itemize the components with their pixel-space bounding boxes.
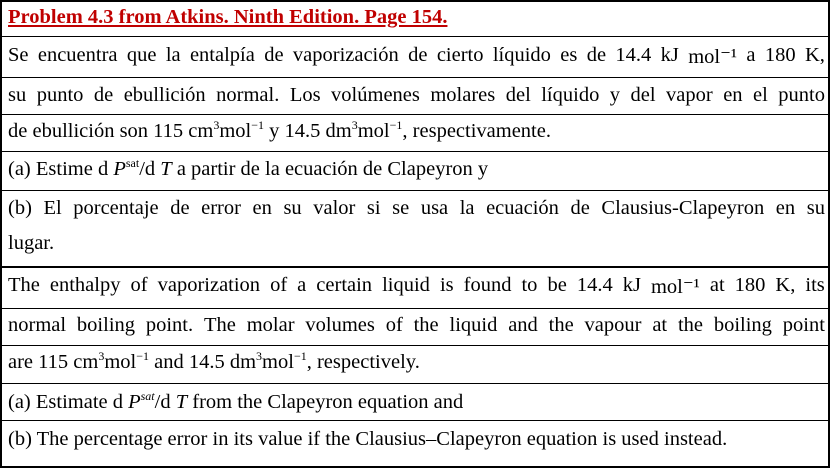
word: Clausius-Clapeyron — [601, 197, 765, 219]
problem-title: Problem 4.3 from Atkins. Ninth Edition. Page 154. — [8, 6, 448, 28]
english-section — [2, 266, 828, 466]
es-line-1 — [8, 44, 825, 69]
es-line-6: lugar. — [8, 232, 55, 254]
word: vapour — [584, 314, 642, 336]
word: de — [170, 197, 190, 219]
word: of — [270, 274, 288, 296]
es-line-3: de ebullición son 115 $cm^3mol^{-1}$ y 14.5 $dm^3mol^{-1}$, respectivamente. — [8, 118, 551, 142]
word: a — [746, 44, 756, 66]
word: y — [609, 84, 621, 106]
word: mol⁻¹ — [688, 46, 738, 68]
word: volúmenes — [331, 84, 420, 106]
word: at — [652, 314, 668, 336]
word: de — [570, 197, 590, 219]
word: 14.4 — [576, 274, 613, 296]
word: and — [508, 314, 538, 336]
word: del — [630, 84, 656, 106]
word: líquido — [541, 84, 600, 106]
divider — [2, 151, 828, 152]
word: valor — [313, 197, 356, 219]
word: 180 — [764, 44, 796, 66]
word: normal — [8, 314, 67, 336]
word: K, — [804, 44, 825, 66]
word: de — [408, 44, 428, 66]
title-divider — [2, 36, 828, 37]
word: of — [130, 274, 148, 296]
word: entalpía — [189, 44, 255, 66]
word: (b) — [8, 197, 32, 219]
word: ebullición — [123, 84, 206, 106]
word: a — [297, 274, 307, 296]
word: cierto — [436, 44, 484, 66]
word: enthalpy — [49, 274, 121, 296]
word: boiling — [713, 314, 772, 336]
divider — [2, 190, 828, 191]
divider — [2, 77, 828, 78]
word: la — [165, 44, 181, 66]
word: found — [463, 274, 512, 296]
word: su — [283, 197, 302, 219]
word: liquid — [382, 274, 430, 296]
en-line-5: (b) The percentage error in its value if the Clausius–Clapeyron equation is used instead. — [8, 428, 728, 450]
word: la — [459, 197, 475, 219]
word: porcentaje — [73, 197, 159, 219]
es-line-5 — [8, 197, 825, 220]
word: is — [439, 274, 454, 296]
en-line-2 — [8, 314, 825, 337]
word: punto — [36, 84, 84, 106]
word: su — [8, 84, 27, 106]
en-line-4: (a) Estimate d $P^{sat}/d$ T from the Clapeyron equation and — [8, 389, 464, 413]
word: se — [392, 197, 410, 219]
word: the — [548, 314, 574, 336]
word: of — [385, 314, 403, 336]
word: El — [43, 197, 62, 219]
word: del — [505, 84, 531, 106]
word: liquid — [449, 314, 498, 336]
word: de — [264, 44, 284, 66]
word: The — [203, 314, 236, 336]
word: punto — [778, 84, 825, 106]
word: K, — [775, 274, 796, 296]
word: molar — [246, 314, 295, 336]
word: error — [201, 197, 241, 219]
word: en — [775, 197, 796, 219]
word: be — [547, 274, 567, 296]
word: encuentra — [37, 44, 118, 66]
word: boiling — [76, 314, 136, 336]
divider — [2, 308, 828, 309]
word: 14.4 — [615, 44, 652, 66]
en-line-1 — [8, 274, 825, 299]
word: de — [586, 44, 607, 66]
word: kJ — [660, 44, 679, 66]
word: at — [709, 274, 725, 296]
word: kJ — [622, 274, 641, 296]
word: mol⁻¹ — [650, 276, 700, 298]
word: point — [782, 314, 825, 336]
word: to — [521, 274, 538, 296]
word: the — [677, 314, 703, 336]
word: que — [126, 44, 157, 66]
es-line-2 — [8, 84, 825, 107]
word: es — [560, 44, 578, 66]
word: vaporization — [157, 274, 261, 296]
word: su — [806, 197, 825, 219]
word: volumes — [305, 314, 375, 336]
es-line-4: (a) Estime d $P^{sat}/d$ T a partir de la ecuación de Clapeyron y — [8, 156, 489, 180]
word: Los — [289, 84, 321, 106]
word: 180 — [734, 274, 766, 296]
word: normal. — [216, 84, 280, 106]
word: en — [252, 197, 272, 219]
word: point. — [145, 314, 194, 336]
divider — [2, 383, 828, 384]
word: ecuación — [486, 197, 559, 219]
en-line-3: are 115 $cm^3mol^{-1}$ and 14.5 $dm^3mol^{-1}$, respectively. — [8, 349, 420, 373]
word: The — [8, 274, 40, 296]
word: the — [413, 314, 439, 336]
word: de — [93, 84, 114, 106]
spanish-section — [2, 2, 828, 265]
word: its — [805, 274, 825, 296]
divider — [2, 345, 828, 346]
word: Se — [8, 44, 29, 66]
word: el — [753, 84, 768, 106]
word: si — [366, 197, 381, 219]
word: líquido — [492, 44, 551, 66]
divider — [2, 420, 828, 421]
word: molares — [430, 84, 496, 106]
word: en — [723, 84, 743, 106]
divider — [2, 114, 828, 115]
word: vapor — [666, 84, 713, 106]
word: certain — [316, 274, 373, 296]
word: vaporización — [292, 44, 399, 66]
word: usa — [420, 197, 449, 219]
